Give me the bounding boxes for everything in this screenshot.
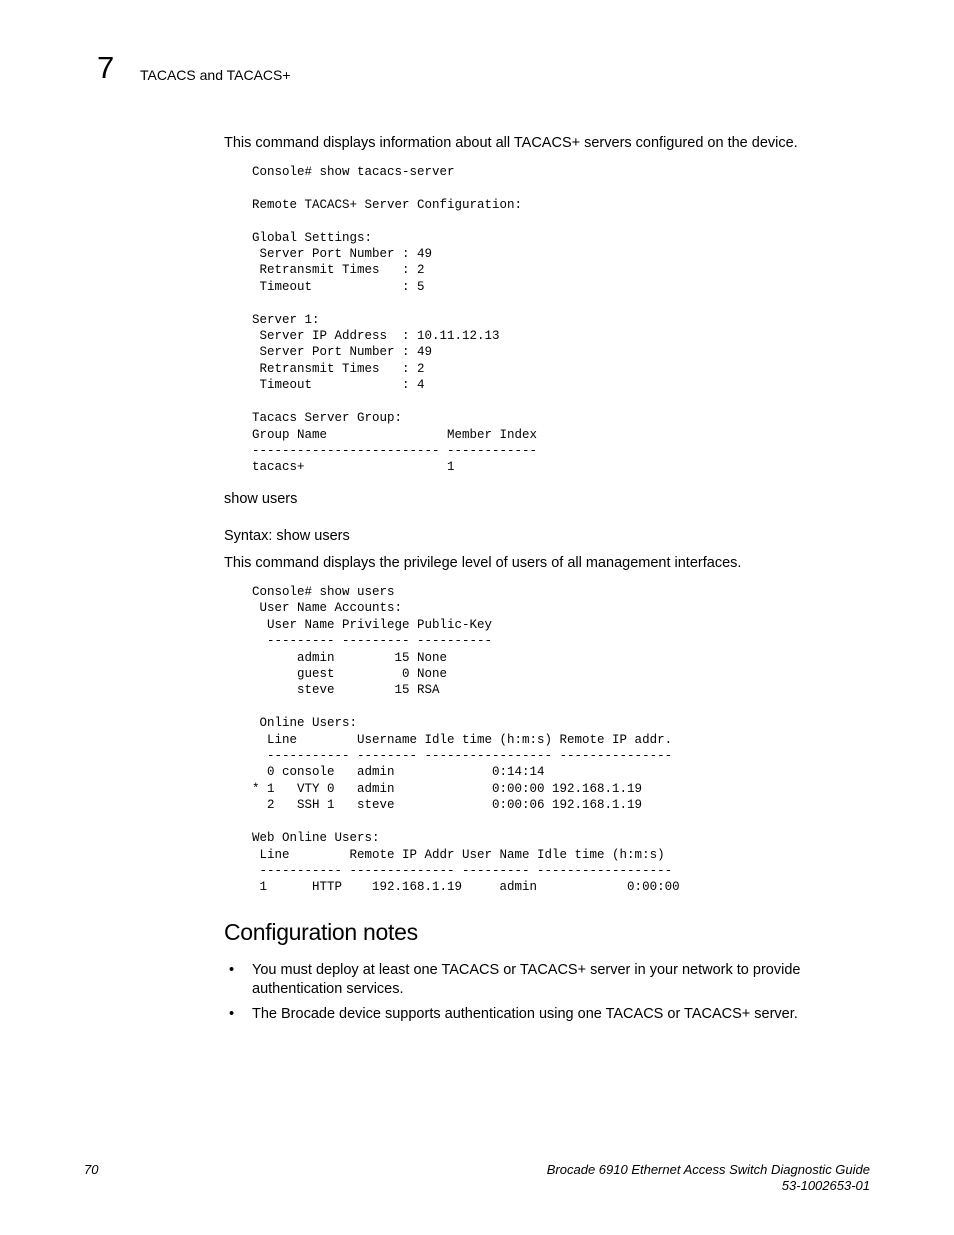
code-block-tacacs-server: Console# show tacacs-server Remote TACACS+ Server Configuration: Global Settings: Server Port Number : 49 Retransmit Times : 2 Timeout : 5 Server 1: Server IP Address : 10.11.12.13 Server Port Number : 49 Retransmit Times : 2 Timeout : 4 Tacacs Server Group: Group Name Member Index ------------------------- ------------ tacacs+ 1	[252, 165, 538, 475]
code-block-show-users: Console# show users User Name Accounts: User Name Privilege Public-Key --------- --------- ---------- admin 15 None guest 0 None steve 15 RSA Online Users: Line Username Idle time (h:m:s) Remote IP addr. ----------- -------- ----------------- --------------- 0 console admin 0:14:14 * 1 VTY 0 admin 0:00:00 192.168.1.19 2 SSH 1 steve 0:00:06 192.168.1.19 Web Online Users: Line Remote IP Addr User Name Idle time (h:m:s) ----------- -------------- --------- ------------------ 1 HTTP 192.168.1.19 admin 0:00:00	[252, 585, 680, 895]
footer-doc-info	[547, 1162, 870, 1194]
bullet-text: The Brocade device supports authentication using one TACACS or TACACS+ server.	[252, 1006, 798, 1022]
syntax-line: Syntax: show users	[224, 528, 350, 544]
chapter-title: TACACS and TACACS+	[140, 67, 291, 83]
intro-paragraph: This command displays information about all TACACS+ servers configured on the device.	[224, 135, 798, 151]
footer-doc-number: 53-1002653-01	[781, 1178, 870, 1193]
show-users-heading: show users	[224, 491, 298, 507]
section-heading-configuration-notes: Configuration notes	[224, 919, 418, 945]
bullet-text: You must deploy at least one TACACS or TACACS+ server in your network to provide authentication services.	[252, 962, 801, 997]
footer-page-number: 70	[84, 1162, 99, 1177]
users-paragraph: This command displays the privilege level of users of all management interfaces.	[224, 555, 742, 571]
chapter-number: 7	[97, 50, 115, 85]
bullet-icon: •	[229, 1006, 235, 1022]
footer-guide-title: Brocade 6910 Ethernet Access Switch Diagnostic Guide	[546, 1162, 870, 1177]
bullet-icon: •	[229, 962, 235, 978]
